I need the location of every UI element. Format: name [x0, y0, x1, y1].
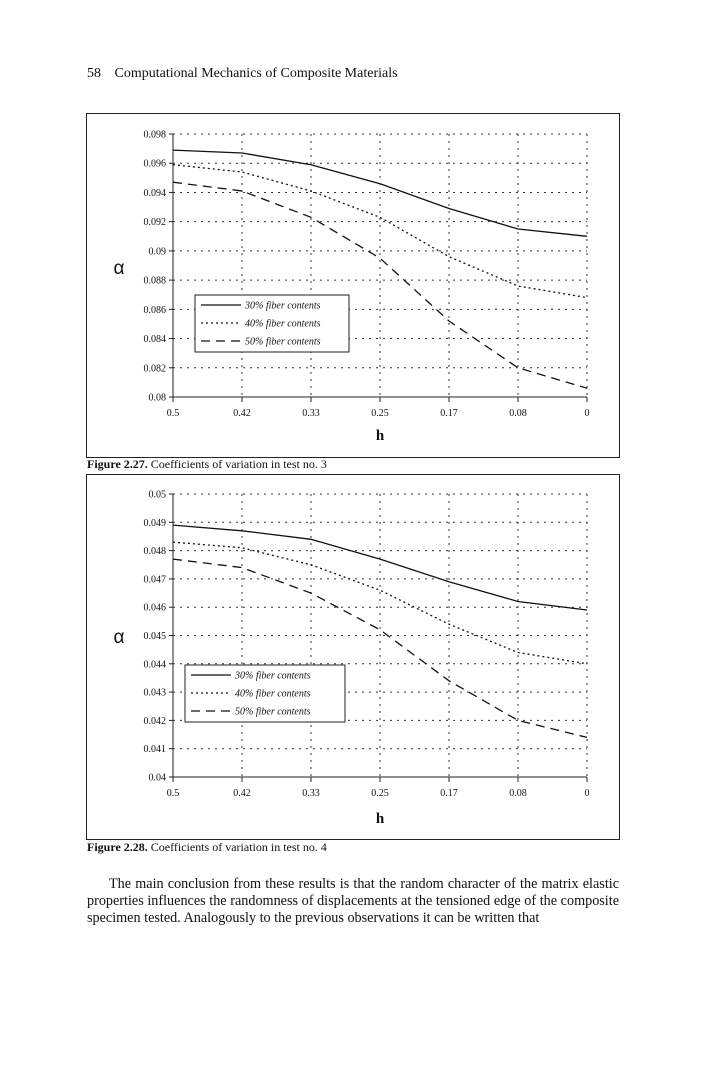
- legend-label-3: 50% fiber contents: [235, 706, 311, 718]
- x-tick-label: 0.25: [371, 408, 389, 419]
- y-tick-label: 0.048: [143, 546, 166, 558]
- y-tick-label: 0.043: [143, 687, 166, 699]
- y-tick-label: 0.082: [143, 363, 166, 375]
- chart-legend: [195, 295, 349, 352]
- y-tick-label: 0.096: [143, 158, 166, 170]
- x-tick-label: 0.25: [371, 788, 389, 799]
- x-axis-title: h: [375, 811, 385, 827]
- figure-caption-1: [87, 457, 327, 472]
- chart-svg-1: [87, 114, 619, 457]
- chart-frame-2: [86, 474, 620, 840]
- x-tick-label: 0.42: [233, 788, 251, 799]
- x-tick-label: 0.42: [233, 408, 251, 419]
- y-tick-label: 0.08: [148, 392, 166, 404]
- page-number: 58: [87, 66, 101, 81]
- y-axis-title: α: [113, 258, 125, 279]
- y-tick-label: 0.041: [143, 744, 166, 756]
- x-tick-label: 0.08: [509, 788, 527, 799]
- legend-label-3: 50% fiber contents: [245, 336, 321, 348]
- chart-legend: [185, 665, 345, 722]
- x-tick-label: 0.33: [302, 408, 320, 419]
- y-tick-label: 0.044: [143, 659, 166, 671]
- x-tick-label: 0.17: [440, 408, 458, 419]
- y-tick-label: 0.094: [143, 187, 166, 199]
- y-tick-label: 0.046: [143, 602, 166, 614]
- y-tick-label: 0.04: [148, 772, 166, 784]
- running-head: [87, 66, 398, 82]
- chart-frame-1: [86, 113, 620, 458]
- caption-text-1: Coefficients of variation in test no. 3: [147, 457, 327, 471]
- caption-label-1: Figure 2.27.: [87, 457, 148, 471]
- y-tick-label: 0.05: [148, 489, 166, 501]
- y-tick-label: 0.049: [143, 517, 166, 529]
- x-tick-label: 0: [584, 788, 590, 799]
- series-line-3: [173, 182, 587, 388]
- y-tick-label: 0.045: [143, 631, 166, 642]
- legend-label-2: 40% fiber contents: [245, 318, 321, 330]
- x-tick-label: 0.08: [509, 408, 527, 419]
- y-tick-label: 0.09: [148, 246, 166, 258]
- x-tick-label: 0.5: [166, 408, 180, 419]
- y-tick-label: 0.047: [143, 574, 166, 586]
- x-tick-label: 0: [584, 408, 590, 419]
- x-tick-label: 0.17: [440, 788, 458, 799]
- x-axis-title: h: [375, 428, 385, 444]
- legend-label-1: 30% fiber contents: [245, 300, 321, 312]
- caption-text-2: Coefficients of variation in test no. 4: [147, 840, 327, 854]
- legend-label-1: 30% fiber contents: [235, 670, 311, 682]
- legend-label-2: 40% fiber contents: [235, 688, 311, 700]
- y-tick-label: 0.084: [143, 334, 166, 346]
- y-tick-label: 0.098: [143, 129, 166, 141]
- body-paragraph: The main conclusion from these results is that the random character of the matrix elastic properties influences the randomness of displacements at the tensioned edge of the composite specimen tested. Analogously to the previous observations it can be written that: [87, 876, 619, 926]
- y-tick-label: 0.042: [143, 715, 166, 727]
- book-title: Computational Mechanics of Composite Materials: [114, 66, 398, 81]
- y-tick-label: 0.088: [143, 275, 166, 287]
- x-tick-label: 0.33: [302, 788, 320, 799]
- x-tick-label: 0.5: [166, 788, 180, 799]
- y-tick-label: 0.092: [143, 217, 166, 229]
- figure-caption-2: [87, 840, 327, 855]
- y-tick-label: 0.086: [143, 304, 166, 316]
- caption-label-2: Figure 2.28.: [87, 840, 148, 854]
- chart-svg-2: [87, 475, 619, 839]
- y-axis-title: α: [113, 627, 125, 648]
